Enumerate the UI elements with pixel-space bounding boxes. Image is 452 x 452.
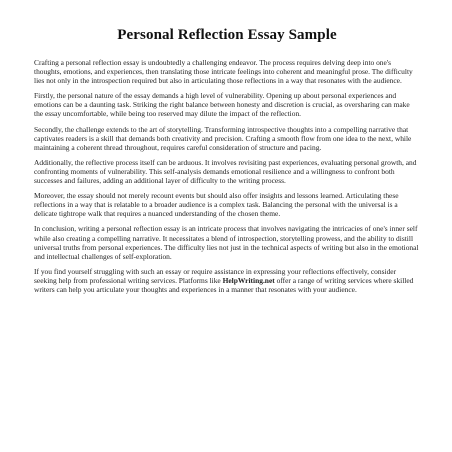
paragraph-insights: Moreover, the essay should not merely recount events but should also offer insights and lessons learned. Articulating these reflections in a way that is relatable to a broader audience is a complex task. Balancing the personal with the universal is a delicate tightrope walk that requires a nuanced understanding of the chosen theme.: [34, 191, 399, 219]
brand-name: HelpWriting.net: [222, 275, 275, 285]
paragraph-intro: Crafting a personal reflection essay is undoubtedly a challenging endeavor. The process requires delving deep into one's thoughts, emotions, and experiences, then translating those intricate feelings into coherent and meaningful prose. The difficulty lies not only in the introspection required but also in articulating those reflections in a way that resonates with the audience.: [34, 58, 413, 86]
document-title: Personal Reflection Essay Sample: [117, 27, 337, 43]
closing-text-before: If you find yourself struggling with such an essay or require assistance in expressing your reflections effectively, consider seeking help from professional writing services. Platforms like: [34, 266, 397, 285]
paragraph-reflective-process: Additionally, the reflective process itself can be arduous. It involves revisiting past experiences, evaluating personal growth, and confronting moments of vulnerability. This self-analysis demands emotional resilience and a willingness to confront both successes and failures, adding an additional layer of difficulty to the writing process.: [34, 157, 417, 186]
paragraph-conclusion: In conclusion, writing a personal reflection essay is an intricate process that involves navigating the intricacies of one's inner self while also creating a compelling narrative. It necessitates a blend of introspection, storytelling prowess, and the ability to distill universal truths from personal experiences. The difficulty lies not just in the technical aspects of writing but also in the emotional and intellectual challenges of self-exploration.: [34, 224, 419, 261]
paragraph-closing: [34, 267, 420, 294]
paragraph-vulnerability: Firstly, the personal nature of the essay demands a high level of vulnerability. Opening up about personal experiences and emotions can be a daunting task. Striking the right balance between honesty and discretion is crucial, as oversharing can make the essay uncomfortable, while being too reserved may dilute the impact of the reflection.: [34, 91, 410, 119]
closing-text-after: offer a range of writing services where skilled writers can help you articulate your thoughts and experiences in a manner that resonates with your audience.: [34, 275, 414, 294]
paragraph-storytelling: Secondly, the challenge extends to the art of storytelling. Transforming introspective thoughts into a compelling narrative that captivates readers is a skill that demands both creativity and precision. Crafting a smooth flow from one idea to the next, while maintaining a coherent thread throughout, requires careful consideration of structure and pacing.: [34, 124, 412, 152]
